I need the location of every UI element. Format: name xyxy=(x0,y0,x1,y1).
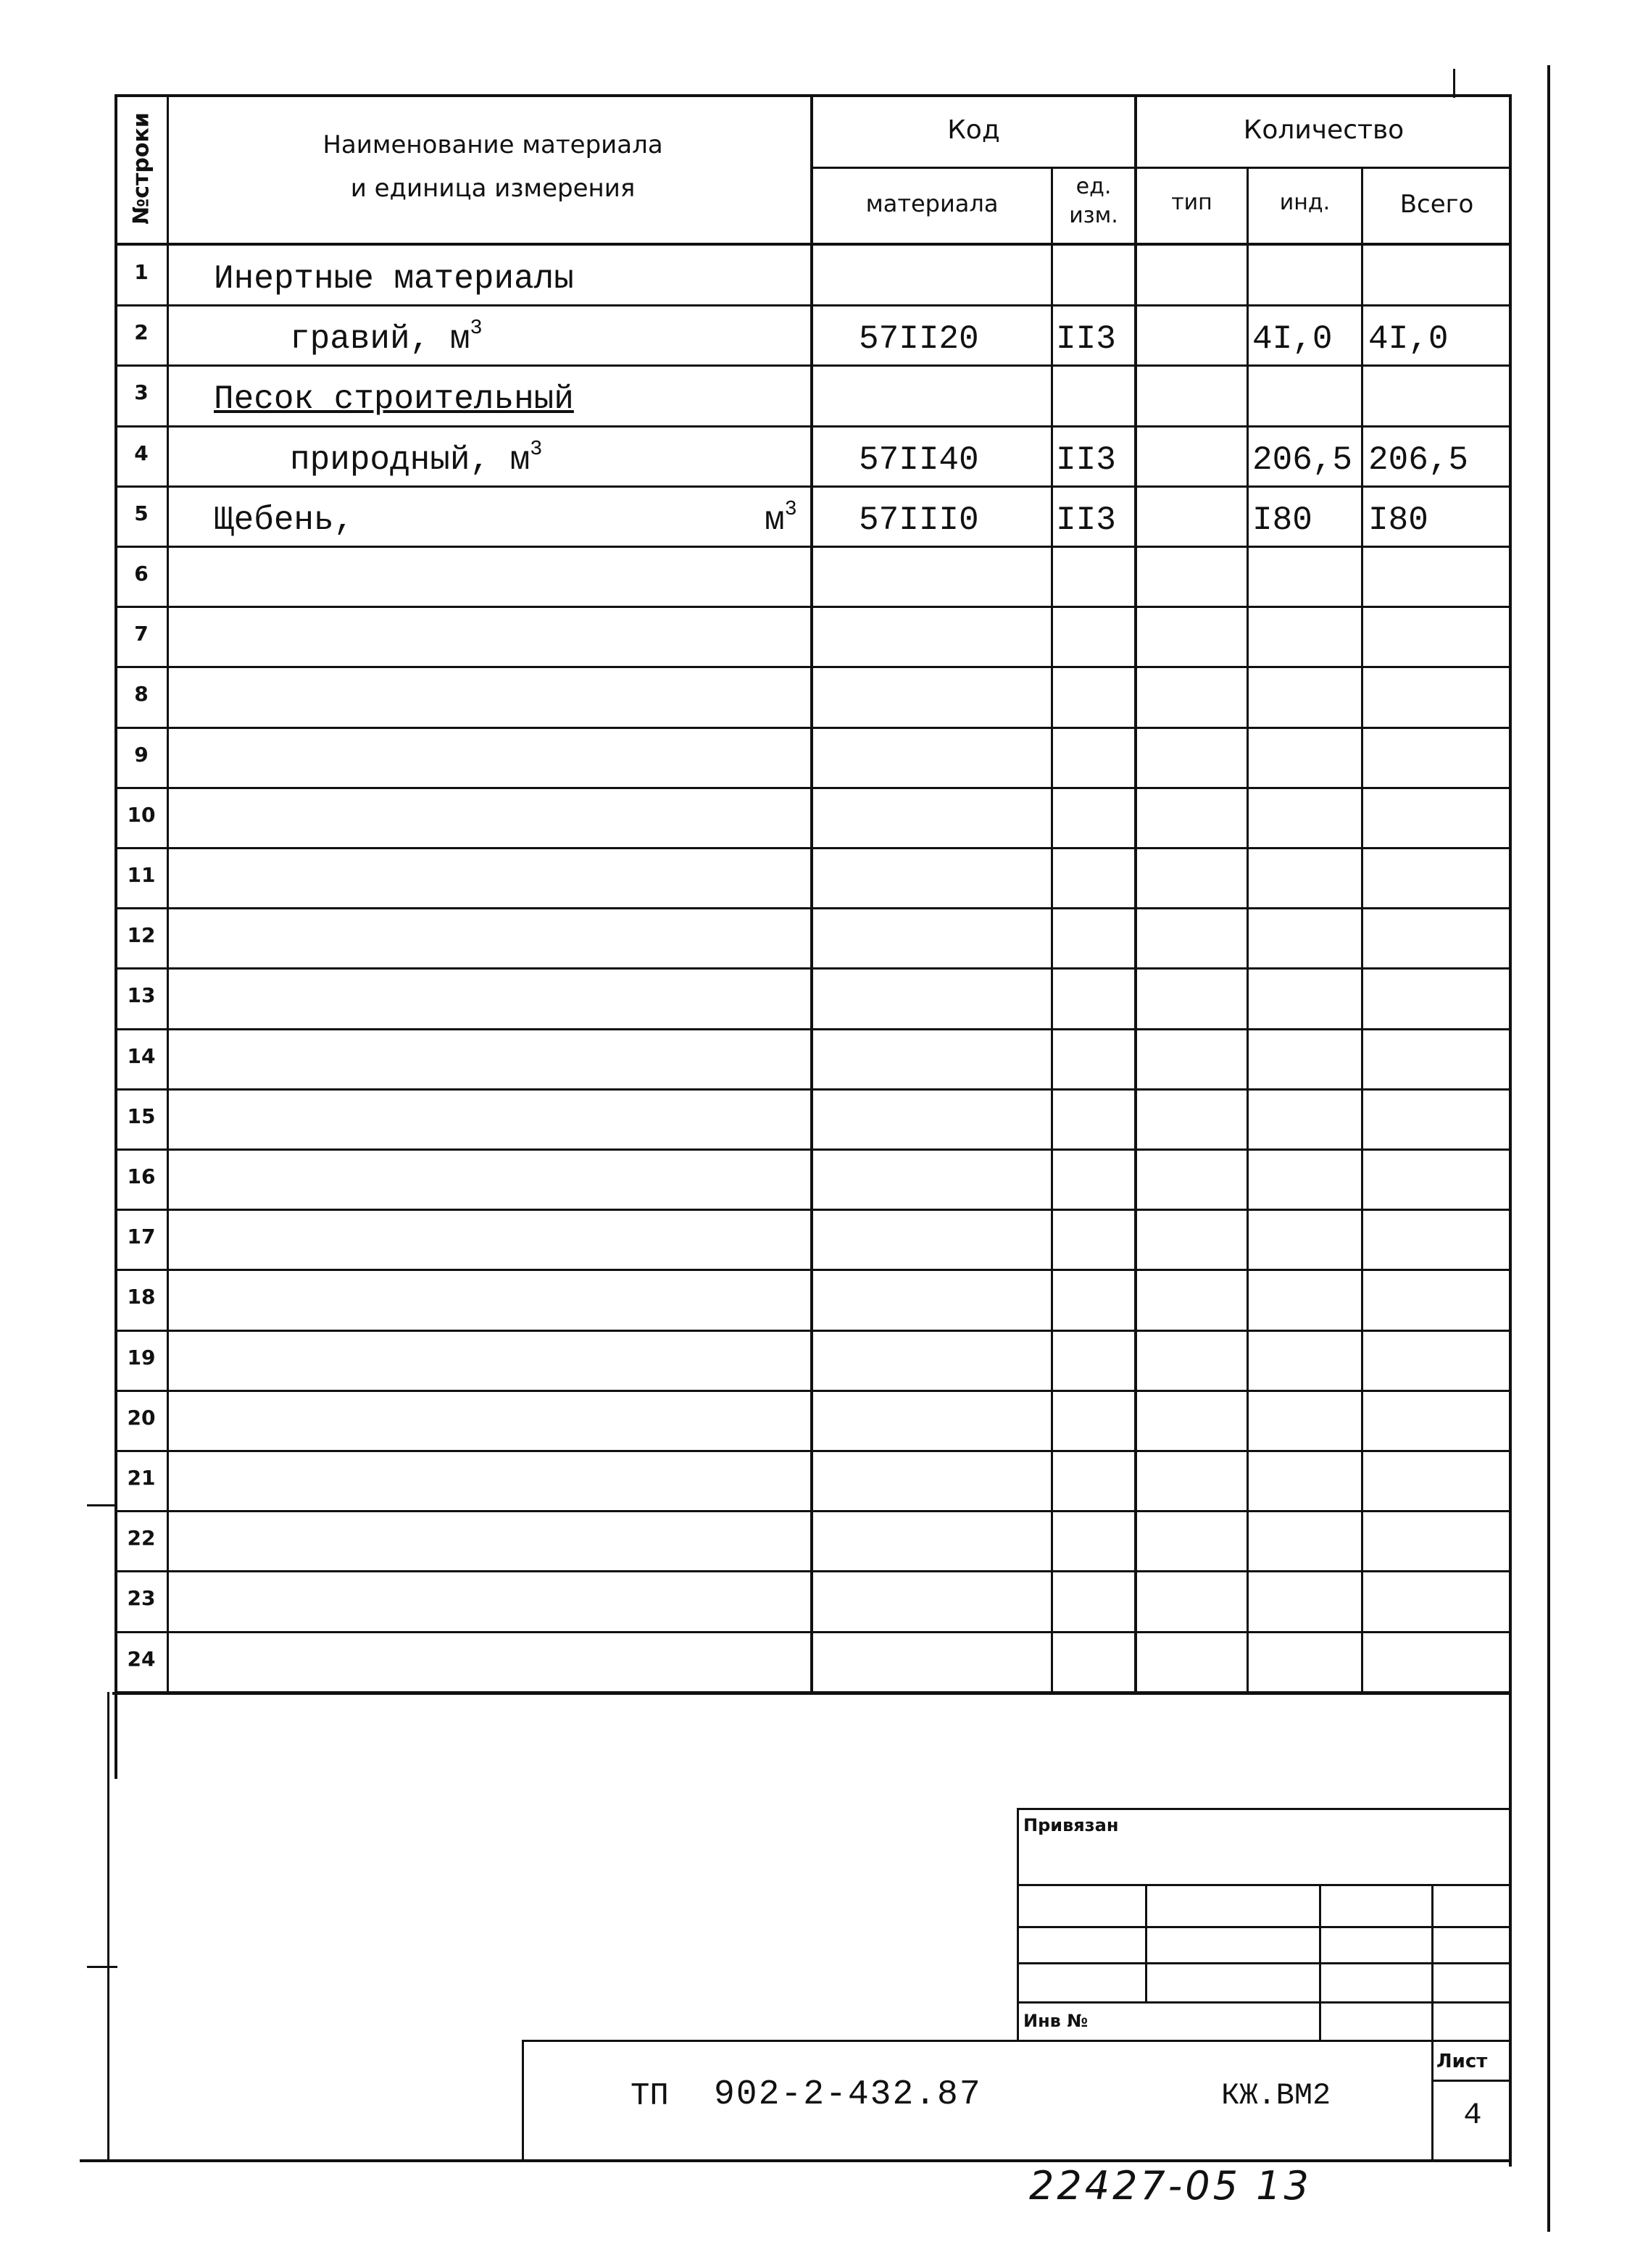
row-number: 12 xyxy=(127,923,156,947)
row-line xyxy=(116,485,1511,488)
row-number: 17 xyxy=(127,1225,156,1248)
row-number: 24 xyxy=(127,1647,156,1671)
qty-ind-header: инд. xyxy=(1279,190,1331,215)
row-number: 15 xyxy=(127,1104,156,1128)
row-line xyxy=(116,1269,1511,1271)
unit-exponent: 3 xyxy=(470,316,483,341)
row-number: 20 xyxy=(127,1406,156,1430)
row-line xyxy=(116,1510,1511,1512)
code-unit-header-line2: изм. xyxy=(1069,203,1118,228)
row-number: 1 xyxy=(134,260,149,284)
unit-exponent: 3 xyxy=(784,497,797,522)
header-bottom-line xyxy=(116,243,1511,246)
row-number: 4 xyxy=(134,441,149,465)
col-line-total xyxy=(1361,168,1363,1692)
row-number: 14 xyxy=(127,1044,156,1068)
stamp-left-line xyxy=(1017,1808,1019,2040)
doc-number: 902-2-432.87 xyxy=(714,2075,982,2114)
col-line-code xyxy=(810,94,813,1692)
qty-group-header: Количество xyxy=(1243,115,1405,145)
qty-total-header: Всего xyxy=(1399,190,1474,219)
quantity-total: 4I,0 xyxy=(1368,320,1449,358)
row-number: 7 xyxy=(134,622,149,646)
material-name: Песок строительный xyxy=(214,380,574,418)
row-number-header: №строки xyxy=(128,112,154,225)
row-line xyxy=(116,1209,1511,1211)
stamp-top-line xyxy=(1017,1808,1511,1810)
bound-label: Привязан xyxy=(1023,1815,1119,1835)
row-number: 8 xyxy=(134,682,149,706)
outer-right-line xyxy=(1547,65,1550,2232)
doc-code: КЖ.ВМ2 xyxy=(1221,2078,1331,2113)
material-unit: $м^3$ xyxy=(765,497,797,539)
sheet-label: Лист xyxy=(1436,2051,1488,2072)
row-line xyxy=(116,1148,1511,1151)
handwritten-number: 22427-05 13 xyxy=(1029,2163,1312,2209)
material-name: гравий, $м^3$ xyxy=(290,316,483,358)
code-group-header: Код xyxy=(947,115,1000,145)
row-line xyxy=(116,967,1511,970)
sheet-number: 4 xyxy=(1463,2098,1482,2132)
sheet-label-line xyxy=(1431,2080,1511,2082)
row-line xyxy=(116,666,1511,668)
material-name: природный, $м^3$ xyxy=(290,437,543,479)
title-block-top xyxy=(522,2040,1511,2042)
row-line xyxy=(116,606,1511,608)
material-code: 57II40 xyxy=(859,441,979,479)
col-line-unit xyxy=(1051,168,1053,1692)
row-number: 3 xyxy=(134,380,149,404)
table-right-line xyxy=(1509,94,1512,2167)
row-line xyxy=(116,727,1511,729)
quantity-individual: 206,5 xyxy=(1252,441,1353,479)
row-number: 16 xyxy=(127,1164,156,1188)
material-name: Щебень, xyxy=(214,501,354,539)
unit-code: II3 xyxy=(1056,320,1116,358)
col-line-name xyxy=(167,94,169,1692)
row-number: 23 xyxy=(127,1586,156,1610)
row-number: 2 xyxy=(134,320,149,344)
row-line xyxy=(116,1691,1511,1693)
stamp-line-b xyxy=(1017,1926,1511,1928)
margin-tick-2 xyxy=(87,1966,117,1968)
material-code: 57II20 xyxy=(859,320,979,358)
quantity-individual: I80 xyxy=(1252,501,1312,539)
title-block-left xyxy=(522,2040,524,2161)
row-line xyxy=(116,364,1511,367)
row-number: 11 xyxy=(127,863,156,887)
row-line xyxy=(116,787,1511,789)
doc-prefix: ТП xyxy=(631,2078,669,2114)
stamp-col-2 xyxy=(1319,1884,1321,2040)
row-line xyxy=(116,546,1511,548)
row-line xyxy=(116,1390,1511,1392)
row-number: 22 xyxy=(127,1526,156,1550)
col-line-qty xyxy=(1134,94,1137,1692)
header-sub-line xyxy=(810,167,1510,169)
row-line xyxy=(116,847,1511,849)
stamp-col-3 xyxy=(1431,1884,1433,2159)
quantity-individual: 4I,0 xyxy=(1252,320,1333,358)
code-material-header: материала xyxy=(865,190,999,217)
col-line-ind xyxy=(1247,168,1249,1692)
stamp-line-c xyxy=(1017,1962,1511,1964)
row-number: 5 xyxy=(134,501,149,525)
material-code: 57III0 xyxy=(859,501,979,539)
row-line xyxy=(116,907,1511,909)
margin-long-line xyxy=(107,1692,109,2159)
row-line xyxy=(116,1570,1511,1572)
top-tick xyxy=(1453,69,1455,98)
row-line xyxy=(116,1028,1511,1030)
name-header-line2: и единица измерения xyxy=(350,174,636,203)
code-unit-header-line1: ед. xyxy=(1075,174,1112,199)
unit-code: II3 xyxy=(1056,501,1116,539)
row-line xyxy=(116,1330,1511,1332)
margin-tick-1 xyxy=(87,1504,117,1506)
row-number: 13 xyxy=(127,983,156,1007)
unit-exponent: 3 xyxy=(530,437,543,462)
row-number: 10 xyxy=(127,803,156,827)
row-number: 9 xyxy=(134,743,149,767)
stamp-line-d xyxy=(1017,2001,1511,2004)
row-number: 6 xyxy=(134,562,149,585)
row-line xyxy=(116,304,1511,307)
row-number: 21 xyxy=(127,1466,156,1490)
bottom-border-line xyxy=(80,2159,1511,2162)
quantity-total: 206,5 xyxy=(1368,441,1469,479)
stamp-col-1 xyxy=(1145,1884,1147,2001)
quantity-total: I80 xyxy=(1368,501,1428,539)
frame-top-line xyxy=(116,94,1511,97)
row-line xyxy=(116,1631,1511,1633)
row-line xyxy=(116,1088,1511,1091)
row-line xyxy=(116,425,1511,428)
row-number: 18 xyxy=(127,1285,156,1309)
qty-type-header: тип xyxy=(1171,190,1212,215)
material-name: Инертные материалы xyxy=(214,260,574,298)
inv-label: Инв № xyxy=(1023,2011,1089,2031)
stamp-line-a xyxy=(1017,1884,1511,1886)
unit-code: II3 xyxy=(1056,441,1116,479)
row-line xyxy=(116,1450,1511,1452)
row-number: 19 xyxy=(127,1346,156,1369)
name-header-line1: Наименование материала xyxy=(323,130,663,159)
